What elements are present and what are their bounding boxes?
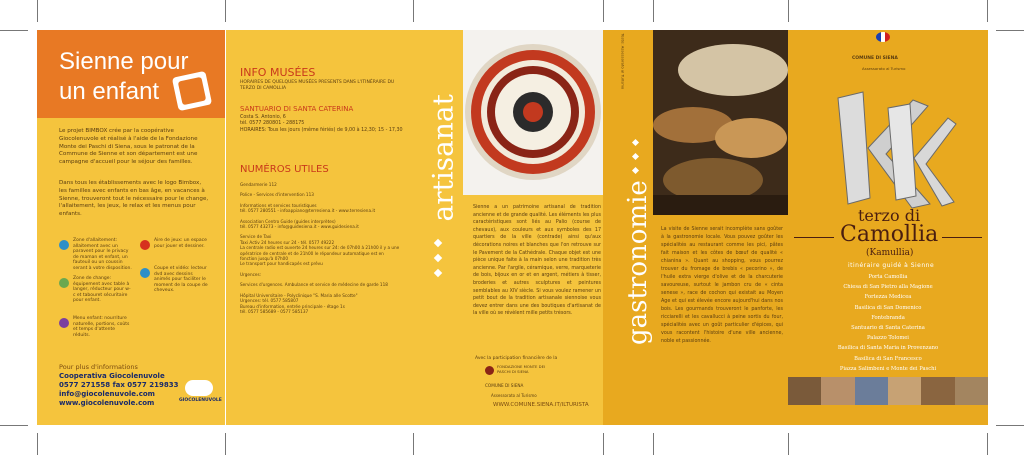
kk-emblem-image: [818, 78, 958, 218]
gastronomie-band: [603, 30, 653, 425]
relax-label: Coupe et vidéo: lecteur dvd avec dessins animés pour faciliter le moment de la coupe de cheveux.: [154, 266, 208, 294]
gastronomie-vertical-title: gastronomie: [623, 180, 653, 345]
giocolenuvole-logo: GIOCOLENUVOLE: [179, 398, 222, 403]
support-text: Avec la participation financière de la: [475, 356, 558, 361]
camollia-subtitle: (Kamullia): [866, 248, 914, 258]
place-item: Fontebranda: [871, 314, 905, 321]
panel-info: [226, 30, 413, 425]
comune-logo: COMUNE DI SIENA: [485, 383, 524, 388]
contact-heading: Pour plus d'informations: [59, 363, 138, 371]
diamond-icon: [632, 153, 639, 160]
title-rule: [794, 237, 834, 238]
nursing-icon: [59, 240, 69, 250]
camollia-title: Camollia: [840, 222, 939, 247]
intro-text: Le projet BIMBOX crée par la coopérative Giocolenuvole et réalisé à l'aide de la Fondazione Monte dei Paschi di Siena, sous le patronat de la Commune de Sienne et son département est une campagne d'accueil pour le séjour des familles.: [59, 128, 198, 166]
title-box: [37, 30, 225, 118]
ceramic-plate-image: [463, 30, 603, 195]
numero-item: Informations et services touristiques tél. 0577 280551 - infoappiano@terresiena.it - www.terresiena.it: [240, 202, 376, 214]
fondazione-name: FONDAZIONE MONTE DEI PASCHI DI SIENA: [497, 364, 546, 374]
assessorato-text: Assessorato al Turismo: [862, 66, 906, 71]
place-item: Santuario di Santa Caterina: [851, 325, 925, 332]
numero-item: Urgences:: [240, 271, 262, 277]
contact-phone: 0577 271558 fax 0577 219833: [59, 381, 179, 389]
cloud-logo-icon: [185, 380, 213, 396]
itinerary-label: itinéraire guidé à Sienne: [848, 262, 935, 269]
french-flag-icon: [876, 32, 890, 42]
numero-item: Services d'urgences. Ambulance et service de médecine de garde 118: [240, 282, 388, 288]
food-image: [653, 30, 788, 215]
siena-strip-photo: [788, 377, 988, 405]
place-item: Porta Camollia: [868, 274, 908, 280]
artisanat-vertical-title: artisanat: [426, 94, 460, 222]
santuario-title: SANTUARIO DI SANTA CATERINA: [240, 105, 354, 113]
changing-label: Zone de change: équipement avec table à langer, réducteur pour w-c et tabouret sécuritaire pour enfant.: [73, 276, 131, 304]
numero-item: Association Centro Guide (guides interprètes) tél. 0577 43273 - info@guidesiena.it - www.guidesiena.it: [240, 218, 359, 230]
play-label: Aire de jeux: un espace pour jouer et dessiner.: [154, 238, 207, 249]
page-title-line1: Sienne pour: [59, 48, 189, 75]
place-item: Chiesa di San Pietro alla Magione: [843, 284, 933, 291]
contact-email[interactable]: info@giocolenuvole.com: [59, 390, 155, 398]
place-item: Piazza Salimbeni e Monte dei Paschi: [839, 365, 937, 372]
artisanat-text: Sienne a un patrimoine artisanal de tradition ancienne et de grande qualité. Les éléments les plus caractéristiques sont liés au Palio (course de chevaux), aux couleurs et aux symboles des 17 quartiers de la ville (contrade) ainsi qu'aux décorations noires et blanches que l'on retrouve sur le Pavement de la Cathédrale. Chaque objet est une pièce unique faite à la main selon une tradition très ancienne. Par l'argile, céramique, verre, marqueterie de bois, bijoux en or et en argent, métiers à tisser, broderies et autres sculptures et peintures semblables au XIV siècle. Si vous voulez ramener un petit bout de la tradition artisanale siennoise vous devez entrer dans une des boutiques d'artisanat de la ville où se révèlent mille petits trésors.: [473, 205, 601, 317]
contact-web[interactable]: www.giocolenuvole.com: [59, 399, 155, 407]
food-photo: [653, 30, 788, 215]
info-text: HORAIRES DE QUELQUES MUSÉES PRESENTS DANS L'ITINÉRAIRE DU TERZO DI CAMOLLIA: [240, 80, 395, 91]
page-title-line2: un enfant: [59, 78, 160, 105]
diamond-icon: [632, 167, 639, 174]
numeros-list: [240, 182, 400, 319]
panel-artisanat: [463, 30, 653, 425]
ceramic-plate-photo: [463, 30, 603, 195]
kk-emblem: [818, 78, 958, 218]
terzo-text: terzo di: [858, 206, 921, 225]
diamond-icon: [434, 239, 442, 247]
nursing-label: Zone d'allaitement: allaitement avec un paravent pour le privacy de maman et enfant, un fauteuil ou un coussin serant à votre disposition.: [73, 238, 132, 271]
panel-cover: [788, 30, 988, 425]
bimbox-logo-icon: [172, 71, 212, 111]
numero-item: Gendarmerie 112: [240, 182, 277, 187]
numero-item: Police - Services d'intervention 113: [240, 192, 314, 198]
fondazione-logo-icon: [485, 366, 494, 375]
relax-icon: [140, 268, 150, 278]
contact-org: Cooperativa Giocolenuvole: [59, 372, 165, 380]
place-item: Basilica di San Francesco: [854, 355, 922, 362]
panel-sienne-enfant: [37, 30, 225, 425]
menu-icon: [59, 318, 69, 328]
gastronomie-text: La visite de Sienne serait incomplète sans goûter à la gastronomie locale. Vous pouvez goûter les spécialités au restaurant comme les pici, pâtes fait maison et les côtes de bœuf de qualité « chianina ». Quant au shopping, vous pourrez trouver du fromage de brebis « pecorino », de l'huile extra vierge d'olive et de la charcuterie savoureuse, surtout le jambon cru de « cinta senese », race de cochon qui existait au Moyen Age et qui est élevée encore aujourd'hui dans nos bois. Les gourmands trouveront le panforte, les ricciarelli et les cavallucci à peine sortis du four, spécialités avec un goût particulier d'épices, qui vous racontent l'histoire d'une ville ancienne, noble et passionnée.: [661, 227, 783, 344]
changing-icon: [59, 278, 69, 288]
title-rule: [942, 237, 982, 238]
place-item: Fortezza Medicea: [864, 294, 912, 301]
intro-text-2: Dans tous les établissements avec le logo Bimbox, les familles avec enfants en bas âge, en vacances à Sienne, trouveront tout le nécessaire pour le change, l'allaitement, les jeux, le relax et les menus pour enfants.: [59, 180, 209, 218]
numero-item: Service de Taxi Taxi Activ 24 heures sur 24 - tél. 0577 49222 La centrale radio est ouverte 24 heures sur 24: de 07h00 à 21h00 il y a une opératrice de centrale et de 21h00 le répondeur automatique est en fonction jusqu'à 07h00 Le transport pour handicapés est prévu: [240, 234, 400, 267]
comune-logo: COMUNE DI SIENA: [852, 56, 898, 61]
diamond-icon: [434, 254, 442, 262]
place-item: Basilica di Santa Maria in Provenzano: [837, 345, 939, 352]
panel-artisanat-title: [413, 30, 463, 425]
menu-label: Menu enfant: nourriture naturelle, portions, coûts et temps d'attente réduits.: [73, 316, 130, 338]
numero-item: Hôpital Universitaire - Polyclinique "S. Maria alle Scotte" Urgences: tél. 0577 585807 Bureau d'information, entrée principale - étage 1s tél. 0577 585689 - 0577 585137: [240, 292, 358, 314]
info-title: INFO MUSÉES: [240, 66, 316, 79]
diamond-icon: [434, 269, 442, 277]
place-item: Basilica di San Domenico: [854, 304, 922, 311]
numeros-title: NUMÉROS UTILES: [240, 164, 329, 175]
panel-gastronomie: [653, 30, 788, 425]
diamond-icon: [632, 139, 639, 146]
places-list: [788, 272, 988, 374]
santuario-text: Costa S. Antonio, 6 tél. 0577 280801 - 288175 HORAIRES: Tous les jours (même fériés) de 9,00 à 12,30; 15 - 17,30: [240, 115, 403, 133]
place-item: Palazzo Tolomei: [867, 335, 909, 342]
assessorato-text: Assessorato al Turismo: [491, 393, 537, 398]
website-link[interactable]: WWW.COMUNE.SIENA.IT/ILTURISTA: [493, 402, 589, 408]
play-icon: [140, 240, 150, 250]
gastronomie-side-text: Testo: Assessorato al Turismo: [620, 33, 626, 90]
